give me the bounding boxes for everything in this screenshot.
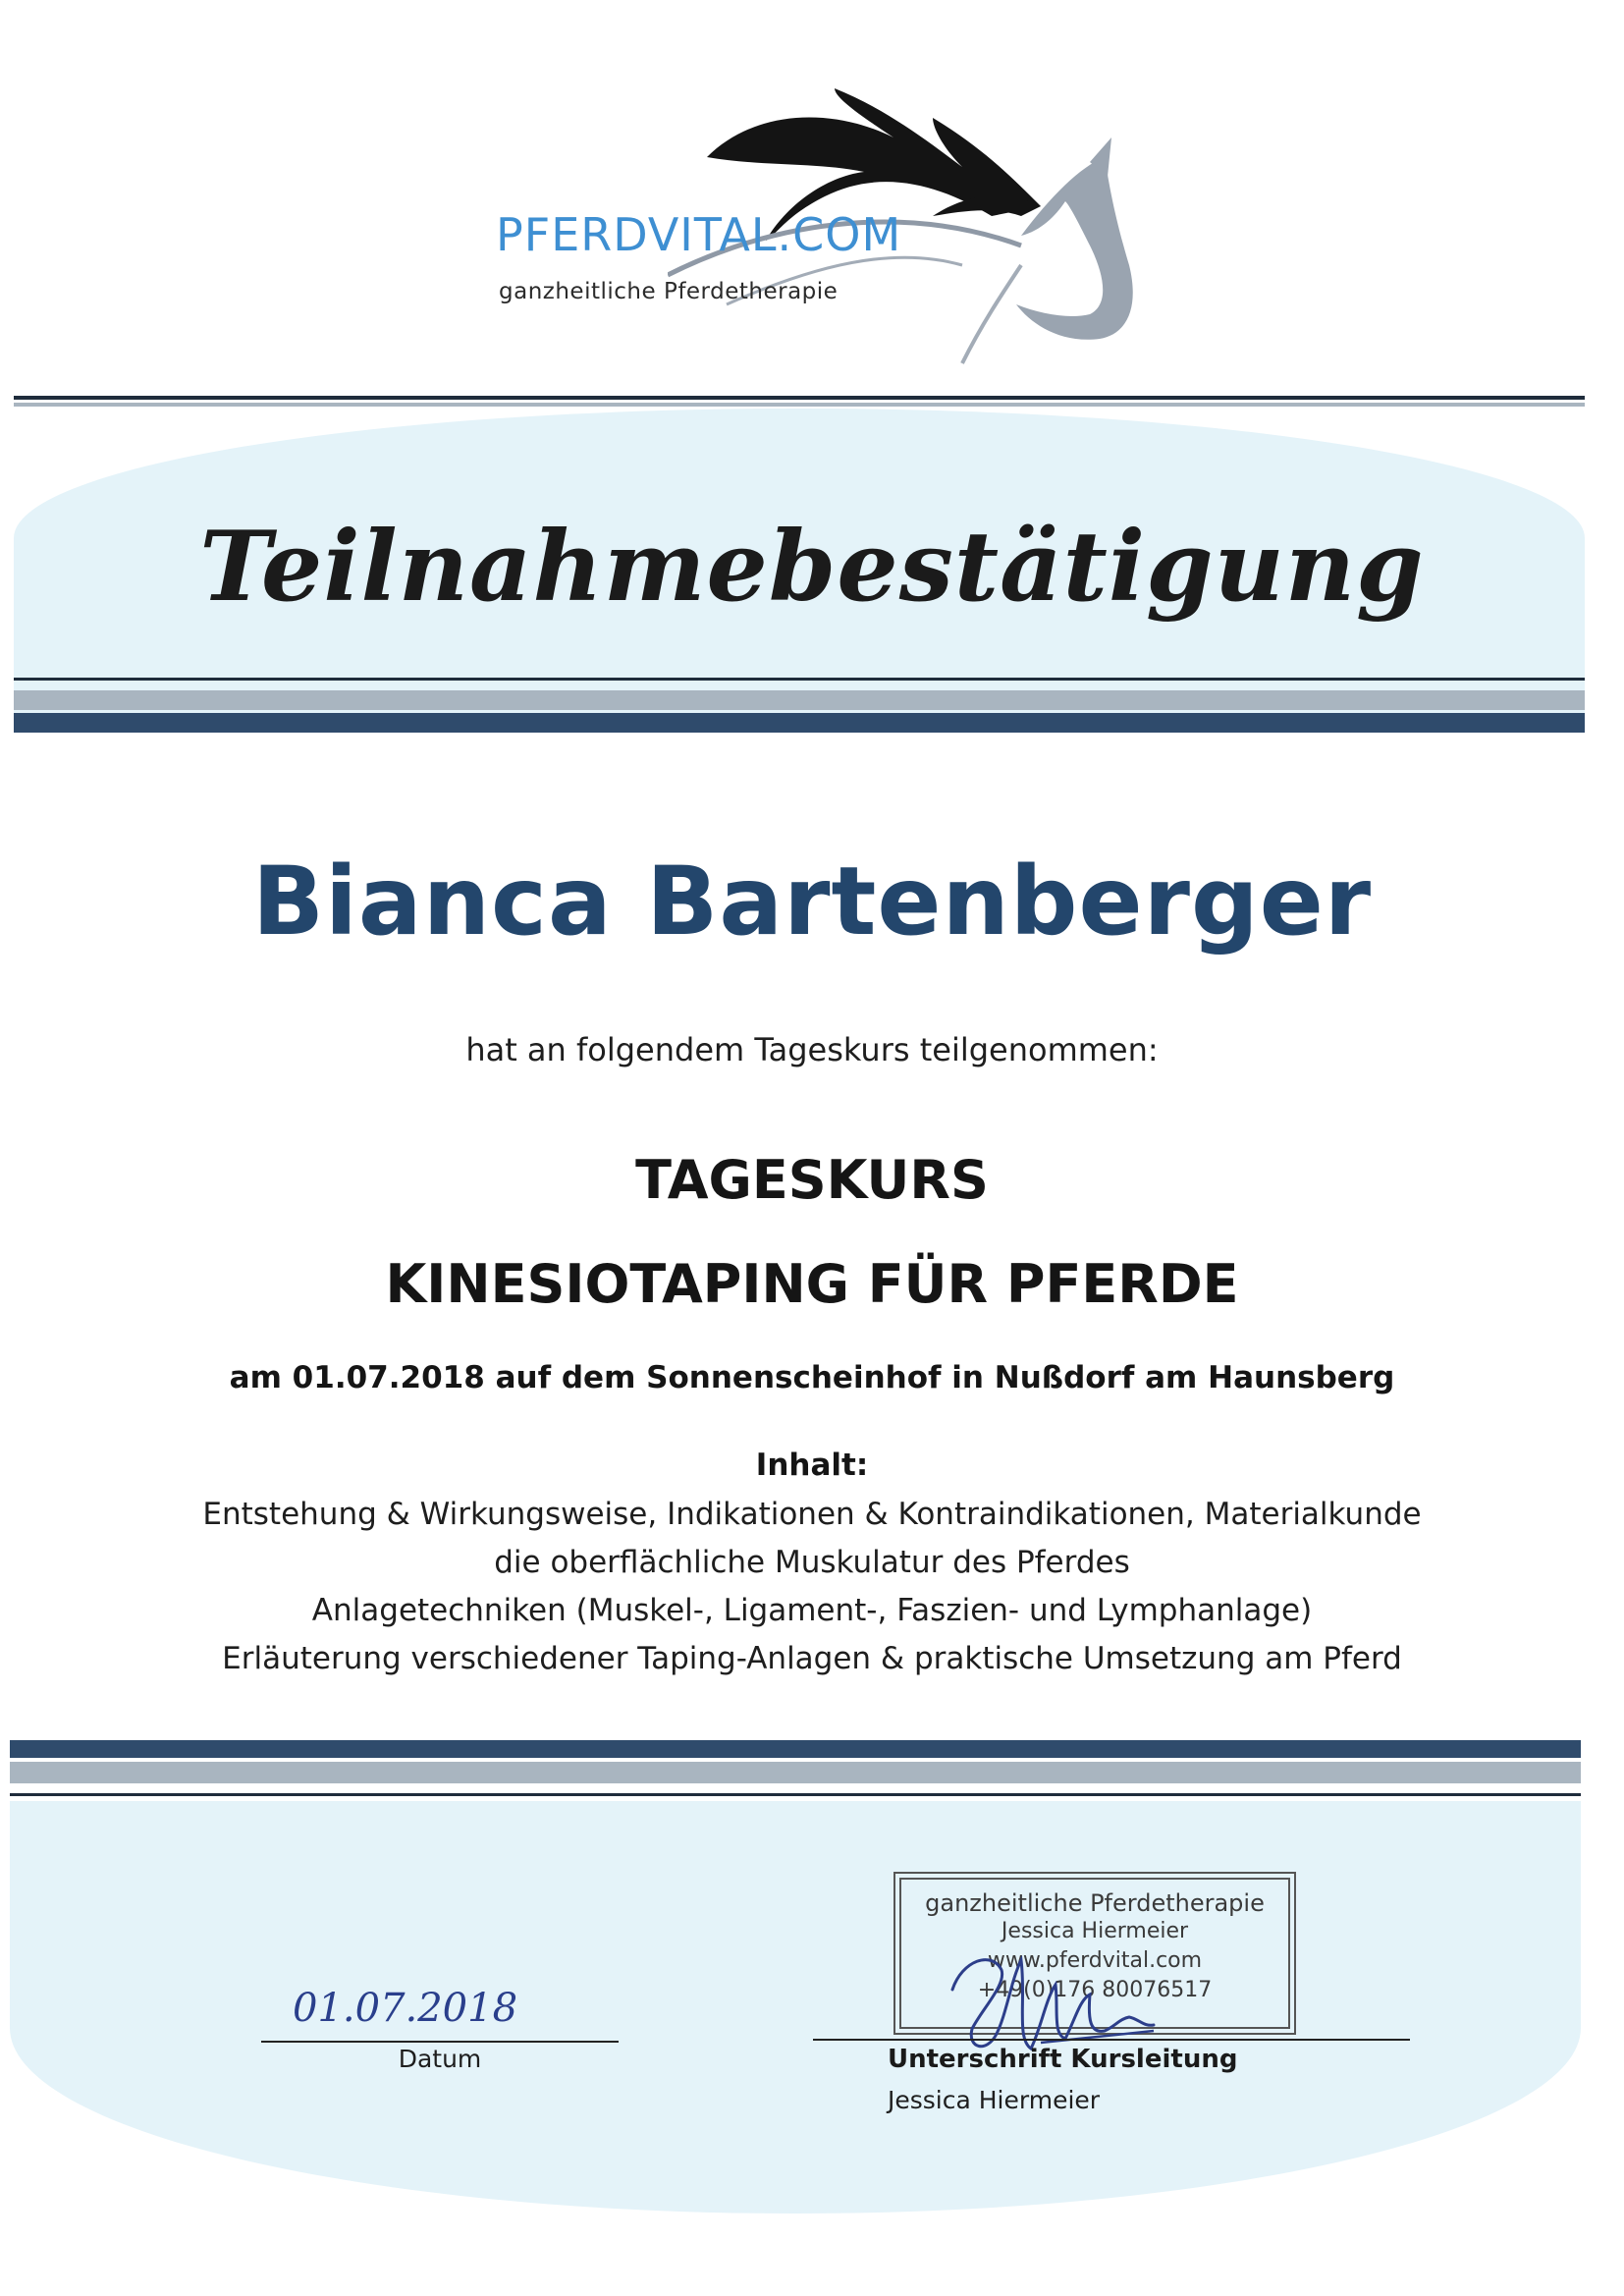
title-divider-navy-band [14,713,1585,733]
certificate-title: Teilnahmebestätigung [199,511,1425,624]
date-label: Datum [398,2045,482,2073]
title-divider-grey-band [14,690,1585,710]
content-line: Erläuterung verschiedener Taping-Anlagen & praktische Umsetzung am Pferd [222,1641,1402,1676]
stamp-website: www.pferdvital.com [987,1948,1203,1973]
handwritten-date: 01.07.2018 [293,1986,518,2031]
content-heading: Inhalt: [755,1448,869,1483]
signature-background-panel [10,1801,1581,2214]
stamp-phone: +49(0)176 80076517 [977,1978,1213,2002]
content-line: Entstehung & Wirkungsweise, Indikationen & Kontraindikationen, Materialkunde [202,1497,1422,1532]
footer-divider-grey-band [10,1762,1581,1783]
footer-divider-navy-band [10,1740,1581,1758]
signature-line [813,2039,1410,2041]
course-date-location: am 01.07.2018 auf dem Sonnenscheinhof in Nußdorf am Haunsberg [229,1360,1395,1395]
signatory-name: Jessica Hiermeier [888,2086,1101,2114]
content-line: die oberflächliche Muskulatur des Pferdes [494,1545,1130,1580]
brand-name: PFERDVITAL.COM [496,208,902,261]
intro-text: hat an folgendem Tageskurs teilgenommen: [465,1031,1159,1068]
signature-label: Unterschrift Kursleitung [888,2045,1238,2074]
participant-name: Bianca Bartenberger [251,847,1373,957]
course-type: TAGESKURS [635,1149,989,1211]
header-divider [14,396,1585,400]
brand-tagline: ganzheitliche Pferdetherapie [499,279,839,304]
stamp-owner: Jessica Hiermeier [1001,1919,1189,1943]
title-divider-line [14,678,1585,681]
header-divider-shadow [14,403,1585,407]
date-line [261,2041,619,2043]
footer-divider-line [10,1793,1581,1796]
stamp-company: ganzheitliche Pferdetherapie [925,1889,1265,1917]
content-line: Anlagetechniken (Muskel-, Ligament-, Faszien- und Lymphanlage) [311,1593,1313,1628]
course-name: KINESIOTAPING FÜR PFERDE [385,1253,1239,1315]
